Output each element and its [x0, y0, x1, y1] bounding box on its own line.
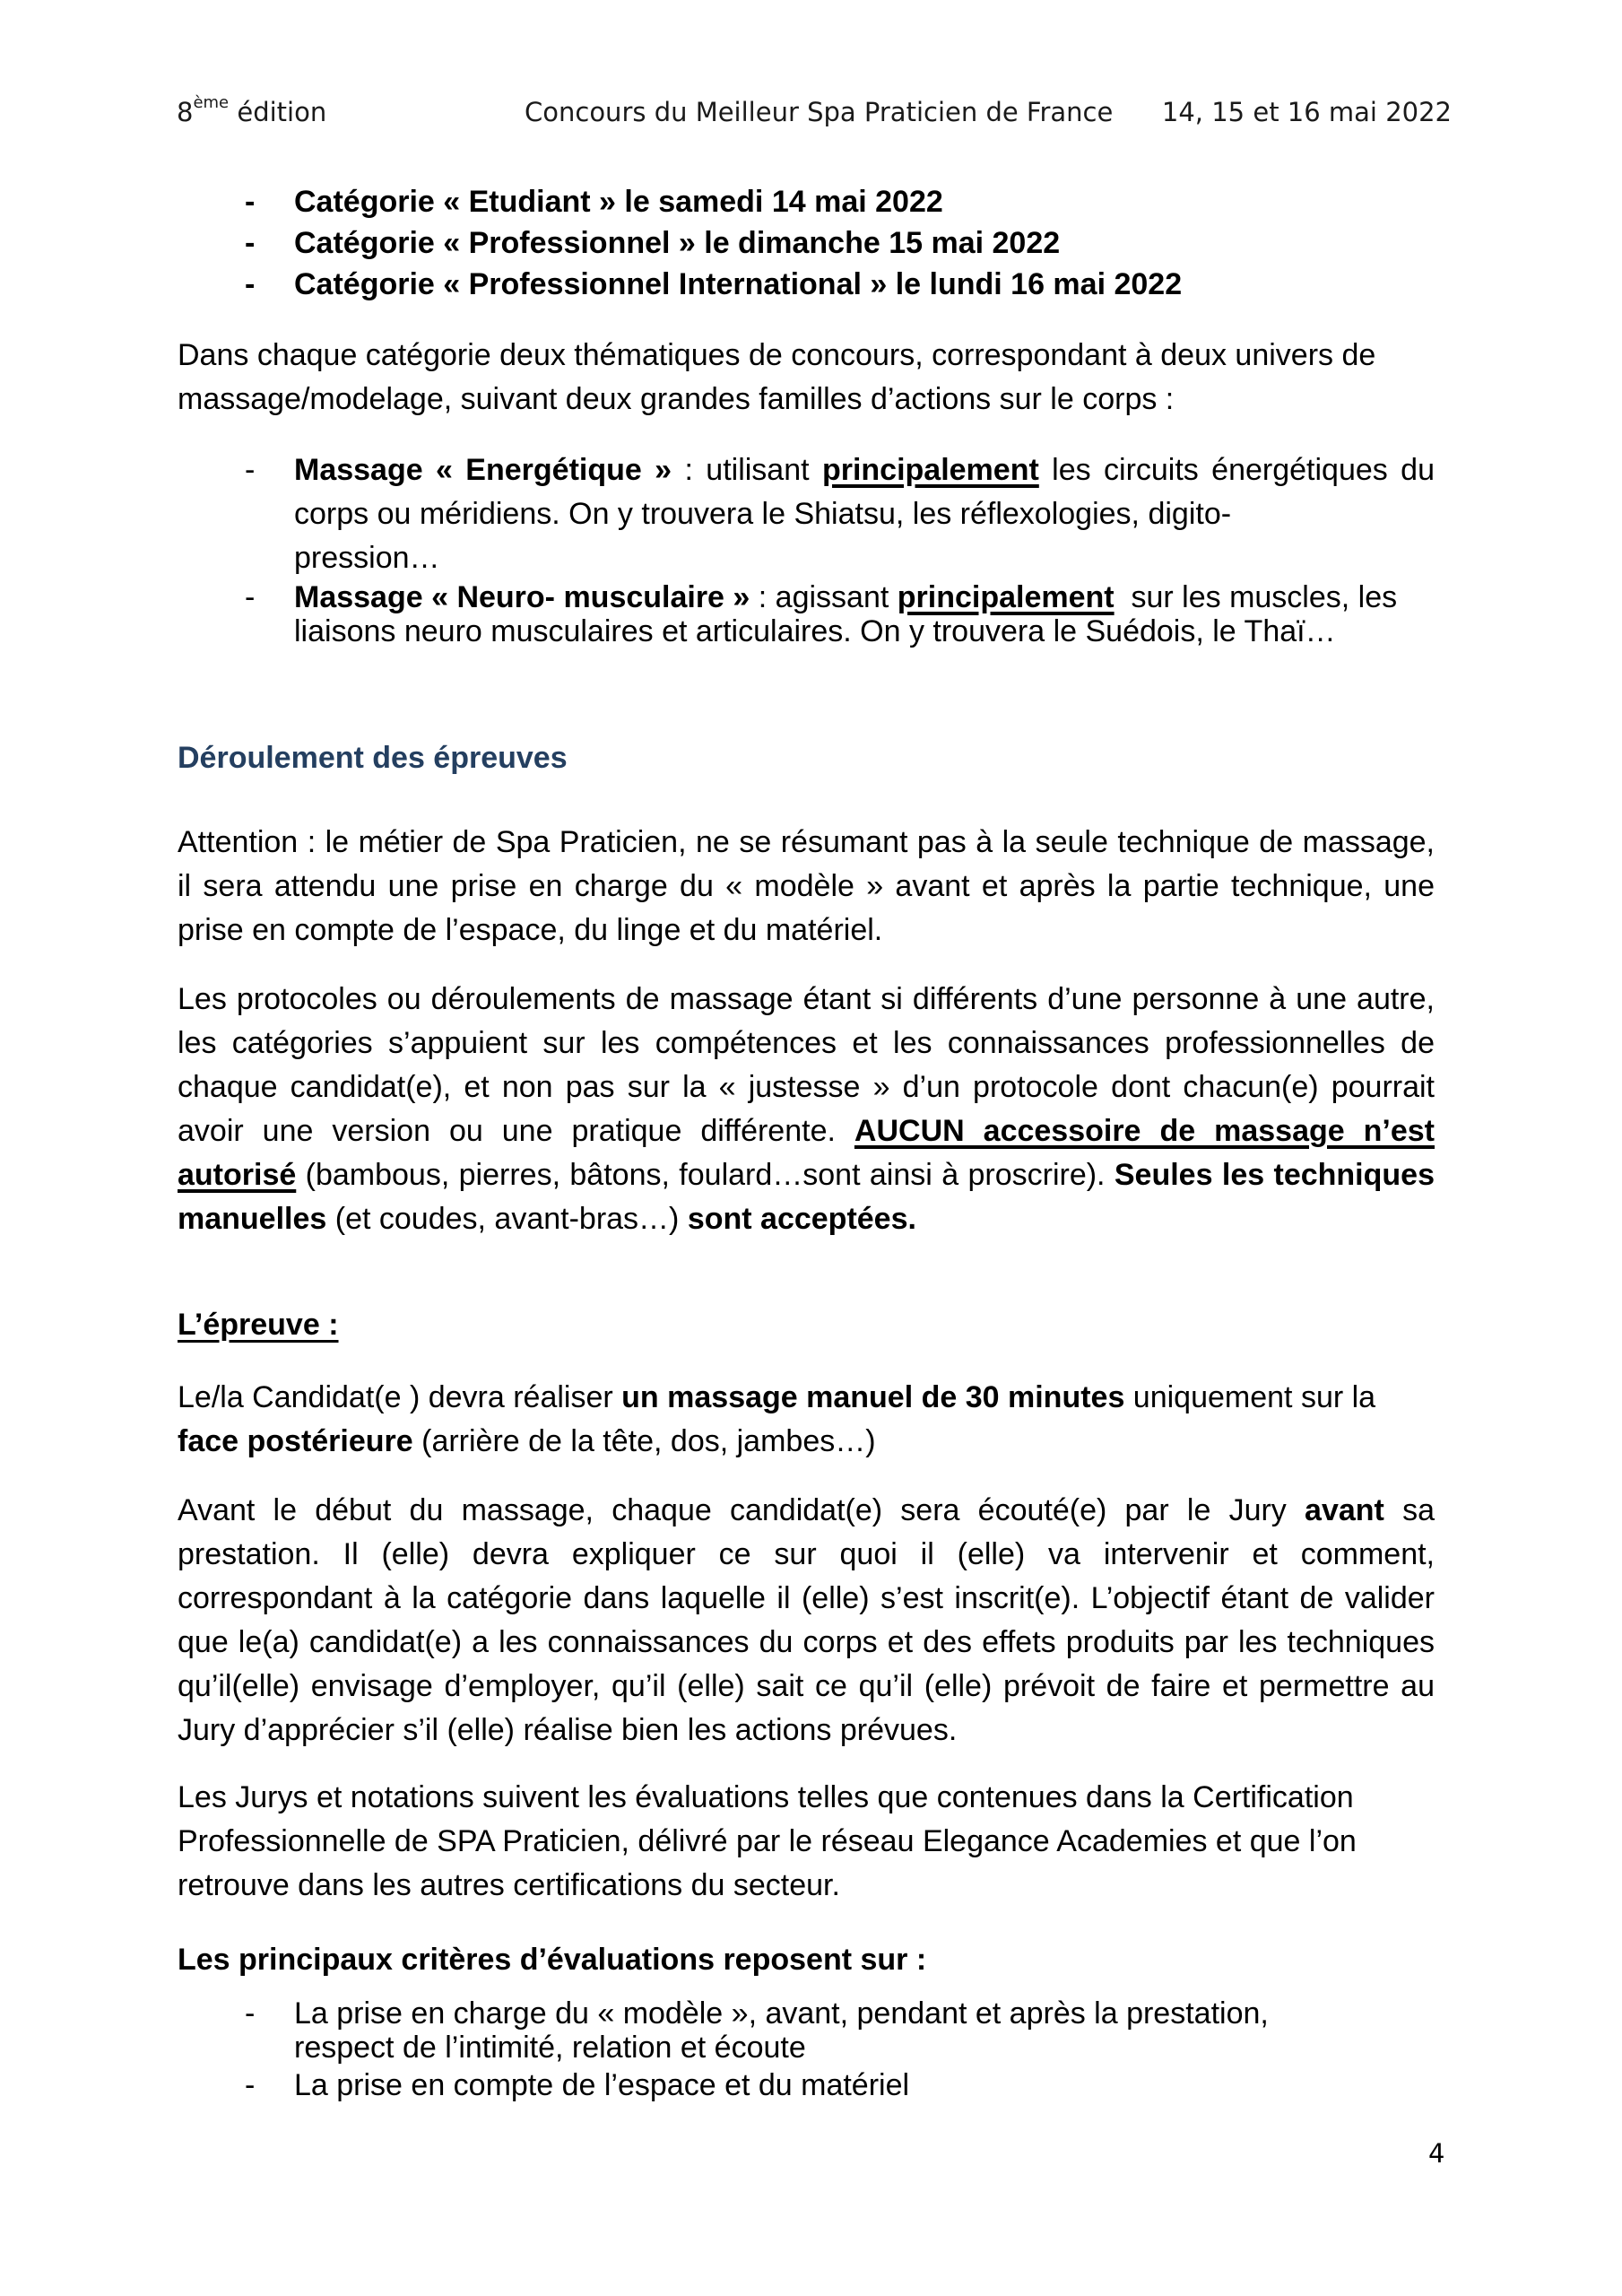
header-dates: 14, 15 et 16 mai 2022: [1161, 97, 1452, 127]
no-accessory-warning: AUCUN accessoire de massage n’est autorisé: [178, 1114, 1435, 1192]
text: les circuits énergétiques du corps ou méridiens. On y trouvera le Shiatsu, les réflexologies, digito-: [294, 453, 1435, 531]
header-title: Concours du Meilleur Spa Praticien de France: [525, 97, 1114, 127]
criteria-list: [178, 1996, 1298, 2102]
before-paragraph: [178, 1489, 1435, 1752]
protocol-paragraph: [178, 978, 1435, 1241]
massage-type-name: Massage « Neuro- musculaire »: [294, 580, 750, 614]
categories-list: [178, 181, 1433, 305]
category-item: - Catégorie « Professionnel » le dimanche 15 mai 2022: [178, 222, 1433, 264]
edition-superscript: ème: [193, 93, 230, 112]
text: Avant le début du massage, chaque candidat(e) sera écouté(e) par le Jury: [178, 1493, 1305, 1527]
text: pression…: [294, 541, 440, 575]
jury-paragraph: Les Jurys et notations suivent les évaluations telles que contenues dans la Certification Professionnelle de SPA Praticien, délivré par le réseau Elegance Academies et que l’on retrouve dans les autres certifications du secteur.: [178, 1780, 1357, 1902]
bold-text: avant: [1305, 1493, 1384, 1527]
edition-label: [177, 93, 327, 127]
section-heading: Déroulement des épreuves: [178, 741, 568, 775]
text: : utilisant: [672, 453, 822, 487]
page-number: 4: [1428, 2138, 1445, 2169]
edition-number: 8: [177, 97, 194, 127]
page-header: [177, 93, 1452, 136]
massage-type-energetique: [178, 448, 1435, 580]
criteria-item: - La prise en charge du « modèle », avant, pendant et après la prestation, respect de l’intimité, relation et écoute: [178, 1996, 1298, 2065]
text: sur les muscles, les liaisons neuro musculaires et articulaires. On y trouvera le Suédois, le Thaï…: [294, 580, 1406, 648]
candidate-paragraph: [178, 1376, 1435, 1464]
text: Les protocoles ou déroulements de massage étant si différents d’une personne à une autre, les catégories s’appuient sur les compétences et les connaissances professionnelles de chaque candidat(e), et non pas sur la « justesse » d’un protocole dont chacun(e) pourrait avoir une version ou une pratique différente.: [178, 982, 1435, 1148]
massage-type-neuro-musculaire: [178, 580, 1433, 648]
text: : agissant: [750, 580, 898, 614]
text: Le/la Candidat(e ) devra réaliser: [178, 1380, 622, 1414]
text: uniquement sur la: [1124, 1380, 1376, 1414]
massage-type-name: Massage « Energétique »: [294, 453, 672, 487]
attention-paragraph: Attention : le métier de Spa Praticien, ne se résumant pas à la seule technique de massage, il sera attendu une prise en charge du « modèle » avant et après la partie technique, une prise en compte de l’espace, du linge et du matériel.: [178, 825, 1435, 947]
massage-types-list: [178, 448, 1433, 648]
bold-text: face postérieure: [178, 1424, 413, 1458]
text: (et coudes, avant-bras…): [326, 1202, 688, 1236]
bold-text: un massage manuel de 30 minutes: [621, 1380, 1125, 1414]
criteria-item: - La prise en compte de l’espace et du matériel: [178, 2068, 1298, 2102]
edition-word: édition: [229, 97, 327, 127]
text: sa prestation. Il (elle) devra expliquer ce sur quoi il (elle) va intervenir et comment, correspondant à la catégorie dans laquelle il (elle) s’est inscrit(e). L’objectif étant de valider que le(a) candidat(e) a les connaissances du corps et des effets produits par les techniques qu’il(elle) envisage d’employer, qu’il (elle) sait ce qu’il (elle) prévoit de faire et permettre au Jury d’apprécier s’il (elle) réalise bien les actions prévues.: [178, 1493, 1435, 1747]
bold-text: sont acceptées.: [687, 1202, 916, 1236]
bold-text: Seules les techniques manuelles: [178, 1158, 1435, 1236]
emphasis-principalement: principalement: [821, 453, 1039, 487]
category-item: - Catégorie « Professionnel International » le lundi 16 mai 2022: [178, 264, 1433, 305]
intro-paragraph: Dans chaque catégorie deux thématiques de concours, correspondant à deux univers de massage/modelage, suivant deux grandes familles d’actions sur le corps :: [178, 338, 1376, 416]
category-item: - Catégorie « Etudiant » le samedi 14 mai 2022: [178, 181, 1433, 222]
text: (arrière de la tête, dos, jambes…): [412, 1424, 876, 1458]
epreuve-heading: L’épreuve :: [178, 1308, 339, 1342]
criteria-heading: Les principaux critères d’évaluations reposent sur :: [178, 1943, 927, 1977]
emphasis-principalement: principalement: [897, 580, 1115, 614]
text: (bambous, pierres, bâtons, foulard…sont ainsi à proscrire).: [296, 1158, 1115, 1192]
